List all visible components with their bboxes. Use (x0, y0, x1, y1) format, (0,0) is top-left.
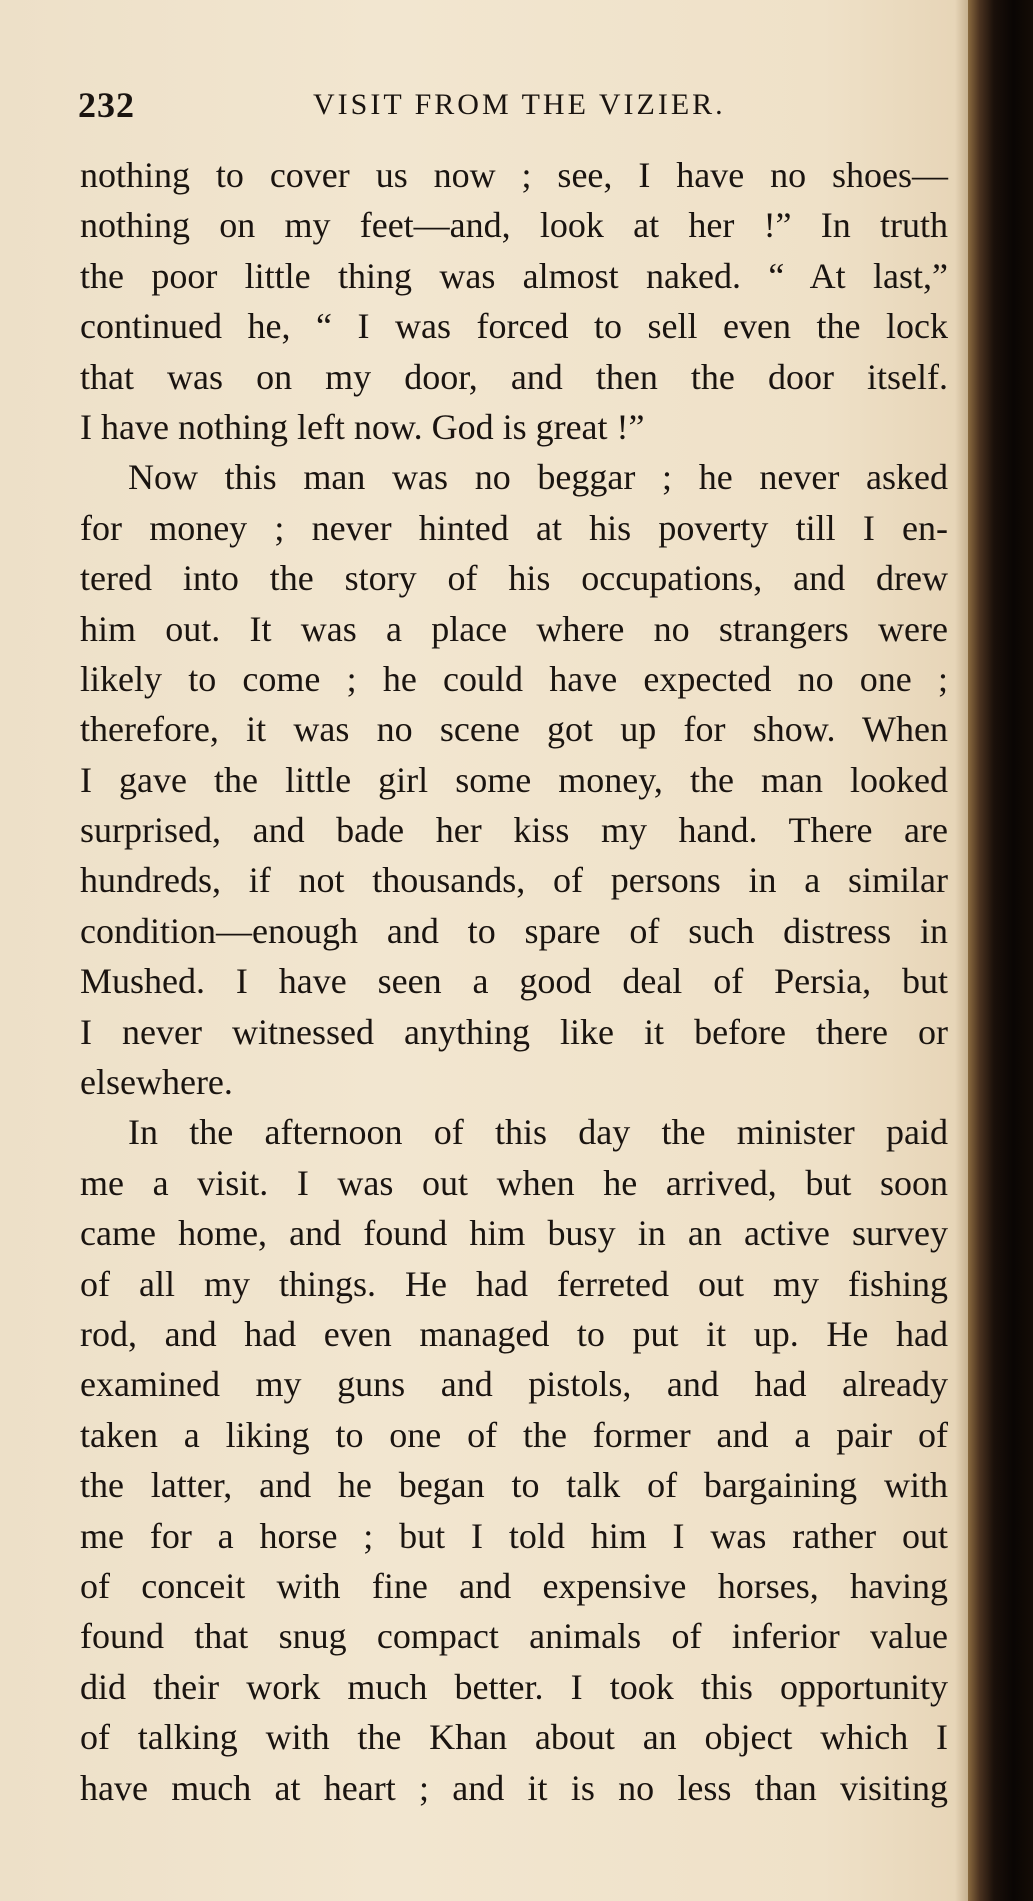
text-line: the latter, and he began to talk of bargaining with (80, 1465, 948, 1506)
text-line: the poor little thing was almost naked. “ At last,” (80, 255, 948, 296)
page-header (78, 84, 948, 128)
text-line: came home, and found him busy in an active survey (80, 1213, 948, 1254)
text-line: of all my things. He had ferreted out my fishing (80, 1263, 948, 1304)
text-line: taken a liking to one of the former and a pair of (80, 1414, 948, 1455)
text-line: of conceit with fine and expensive horses, having (80, 1565, 948, 1606)
text-line: rod, and had even managed to put it up. He had (80, 1313, 948, 1354)
text-line: nothing on my feet—and, look at her !” In truth (80, 205, 948, 246)
text-line: nothing to cover us now ; see, I have no shoes— (80, 155, 948, 195)
text-line: Now this man was no beggar ; he never asked (128, 457, 948, 498)
text-line: have much at heart ; and it is no less than visiting (80, 1767, 948, 1808)
text-line: I never witnessed anything like it before there or (80, 1011, 948, 1052)
text-line: him out. It was a place where no strangers were (80, 608, 948, 649)
text-line: me a visit. I was out when he arrived, but soon (80, 1162, 948, 1203)
book-spine (968, 0, 1033, 1901)
text-line: likely to come ; he could have expected no one ; (80, 658, 948, 699)
text-line: did their work much better. I took this opportunity (80, 1666, 948, 1707)
text-line: me for a horse ; but I told him I was rather out (80, 1515, 948, 1556)
text-line: surprised, and bade her kiss my hand. There are (80, 810, 948, 851)
text-line: condition—enough and to spare of such distress in (80, 910, 948, 951)
running-head: VISIT FROM THE VIZIER. (313, 88, 726, 121)
text-line: tered into the story of his occupations, and drew (80, 558, 948, 599)
text-line: examined my guns and pistols, and had already (80, 1364, 948, 1405)
body-text (80, 150, 948, 1813)
text-line: therefore, it was no scene got up for show. When (80, 709, 948, 750)
text-line: continued he, “ I was forced to sell even the lock (80, 306, 948, 347)
text-line: I have nothing left now. God is great !” (80, 406, 645, 447)
text-line: hundreds, if not thousands, of persons in a similar (80, 860, 948, 901)
text-line: of talking with the Khan about an object which I (80, 1717, 948, 1758)
page-number: 232 (78, 85, 135, 125)
text-line: In the afternoon of this day the minister paid (128, 1112, 948, 1153)
text-line: elsewhere. (80, 1062, 233, 1103)
text-line: I gave the little girl some money, the man looked (80, 759, 948, 800)
text-line: that was on my door, and then the door itself. (80, 356, 948, 397)
text-line: for money ; never hinted at his poverty till I en- (80, 507, 948, 548)
text-line: Mushed. I have seen a good deal of Persia, but (80, 961, 948, 1002)
text-line: found that snug compact animals of inferior value (80, 1616, 948, 1657)
